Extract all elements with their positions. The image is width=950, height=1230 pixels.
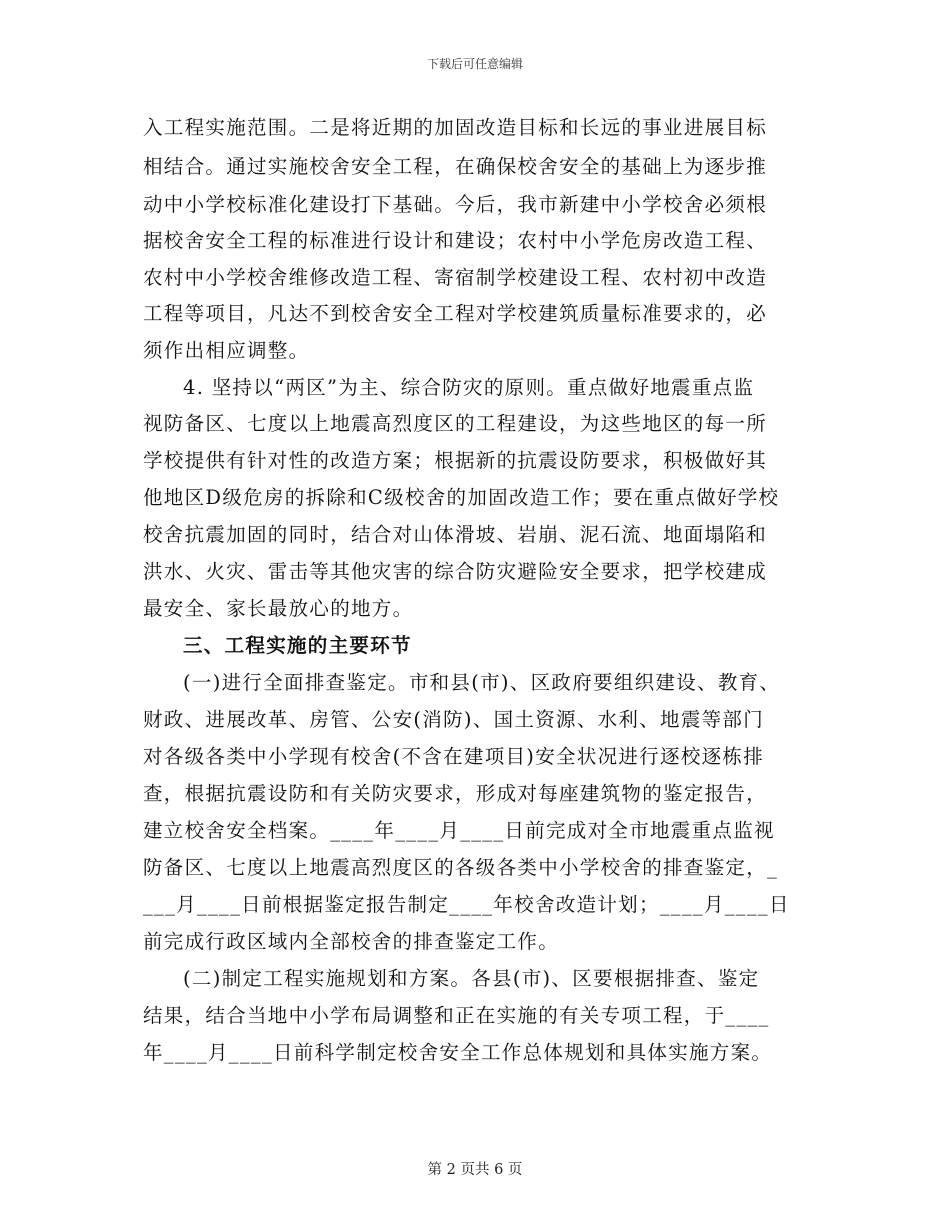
body-line: 结果，结合当地中小学布局调整和正在实施的有关专项工程，于____ [143,1004,770,1027]
body-line: 防备区、七度以上地震高烈度区的各级各类中小学校舍的排查鉴定，_ [143,856,779,879]
body-line: 查，根据抗震设防和有关防灾要求，形成对每座建筑物的鉴定报告， [143,782,768,805]
body-line: 相结合。通过实施校舍安全工程，在确保校舍安全的基础上为逐步推 [143,155,768,178]
body-line: 校舍抗震加固的同时，结合对山体滑坡、岩崩、泥石流、地面塌陷和 [143,523,768,546]
body-line: 入工程实施范围。二是将近期的加固改造目标和长远的事业进展目标 [143,116,768,139]
body-line: 农村中小学校舍维修改造工程、寄宿制学校建设工程、农村初中改造 [143,266,768,289]
body-line: 视防备区、七度以上地震高烈度区的工程建设，为这些地区的每一所 [143,412,768,435]
body-line: 年____月____日前科学制定校舍安全工作总体规划和具体实施方案。 [143,1041,773,1064]
body-line: 工程等项目，凡达不到校舍安全工程对学校建筑质量标准要求的，必 [143,302,768,325]
body-line: 他地区D级危房的拆除和C级校舍的加固改造工作；要在重点做好学校 [143,486,780,509]
body-line: 对各级各类中小学现有校舍(不含在建项目)安全状况进行逐校逐栋排 [143,745,765,768]
body-line: 前完成行政区域内全部校舍的排查鉴定工作。 [143,930,560,953]
body-line: 4. 坚持以“两区”为主、综合防灾的原则。重点做好地震重点监 [183,376,755,399]
body-line: 最安全、家长最放心的地方。 [143,597,414,620]
body-line: 建立校舍安全档案。____年____月____日前完成对全市地震重点监视 [143,819,775,842]
body-line: 据校舍安全工程的标准进行设计和建设；农村中小学危房改造工程、 [143,229,768,252]
page-header: 下载后可任意编辑 [426,57,523,71]
body-line: 财政、进展改革、房管、公安(消防)、国土资源、水利、地震等部门 [143,708,765,731]
body-line: 学校提供有针对性的改造方案；根据新的抗震设防要求，积极做好其 [143,449,768,472]
body-line: (一)进行全面排查鉴定。市和县(市)、区政府要组织建设、教育、 [183,671,781,694]
body-line: ___月____日前根据鉴定报告制定____年校舍改造计划；____月____日 [143,893,790,916]
body-line: (二)制定工程实施规划和方案。各县(市)、区要根据排查、鉴定 [183,967,760,990]
section-heading: 三、工程实施的主要环节 [183,634,412,657]
body-line: 洪水、火灾、雷击等其他灾害的综合防灾避险安全要求，把学校建成 [143,560,768,583]
body-line: 动中小学校标准化建设打下基础。今后，我市新建中小学校舍必须根 [143,193,768,216]
page-number: 第 2 页共 6 页 [427,1162,523,1178]
body-line: 须作出相应调整。 [143,339,310,362]
